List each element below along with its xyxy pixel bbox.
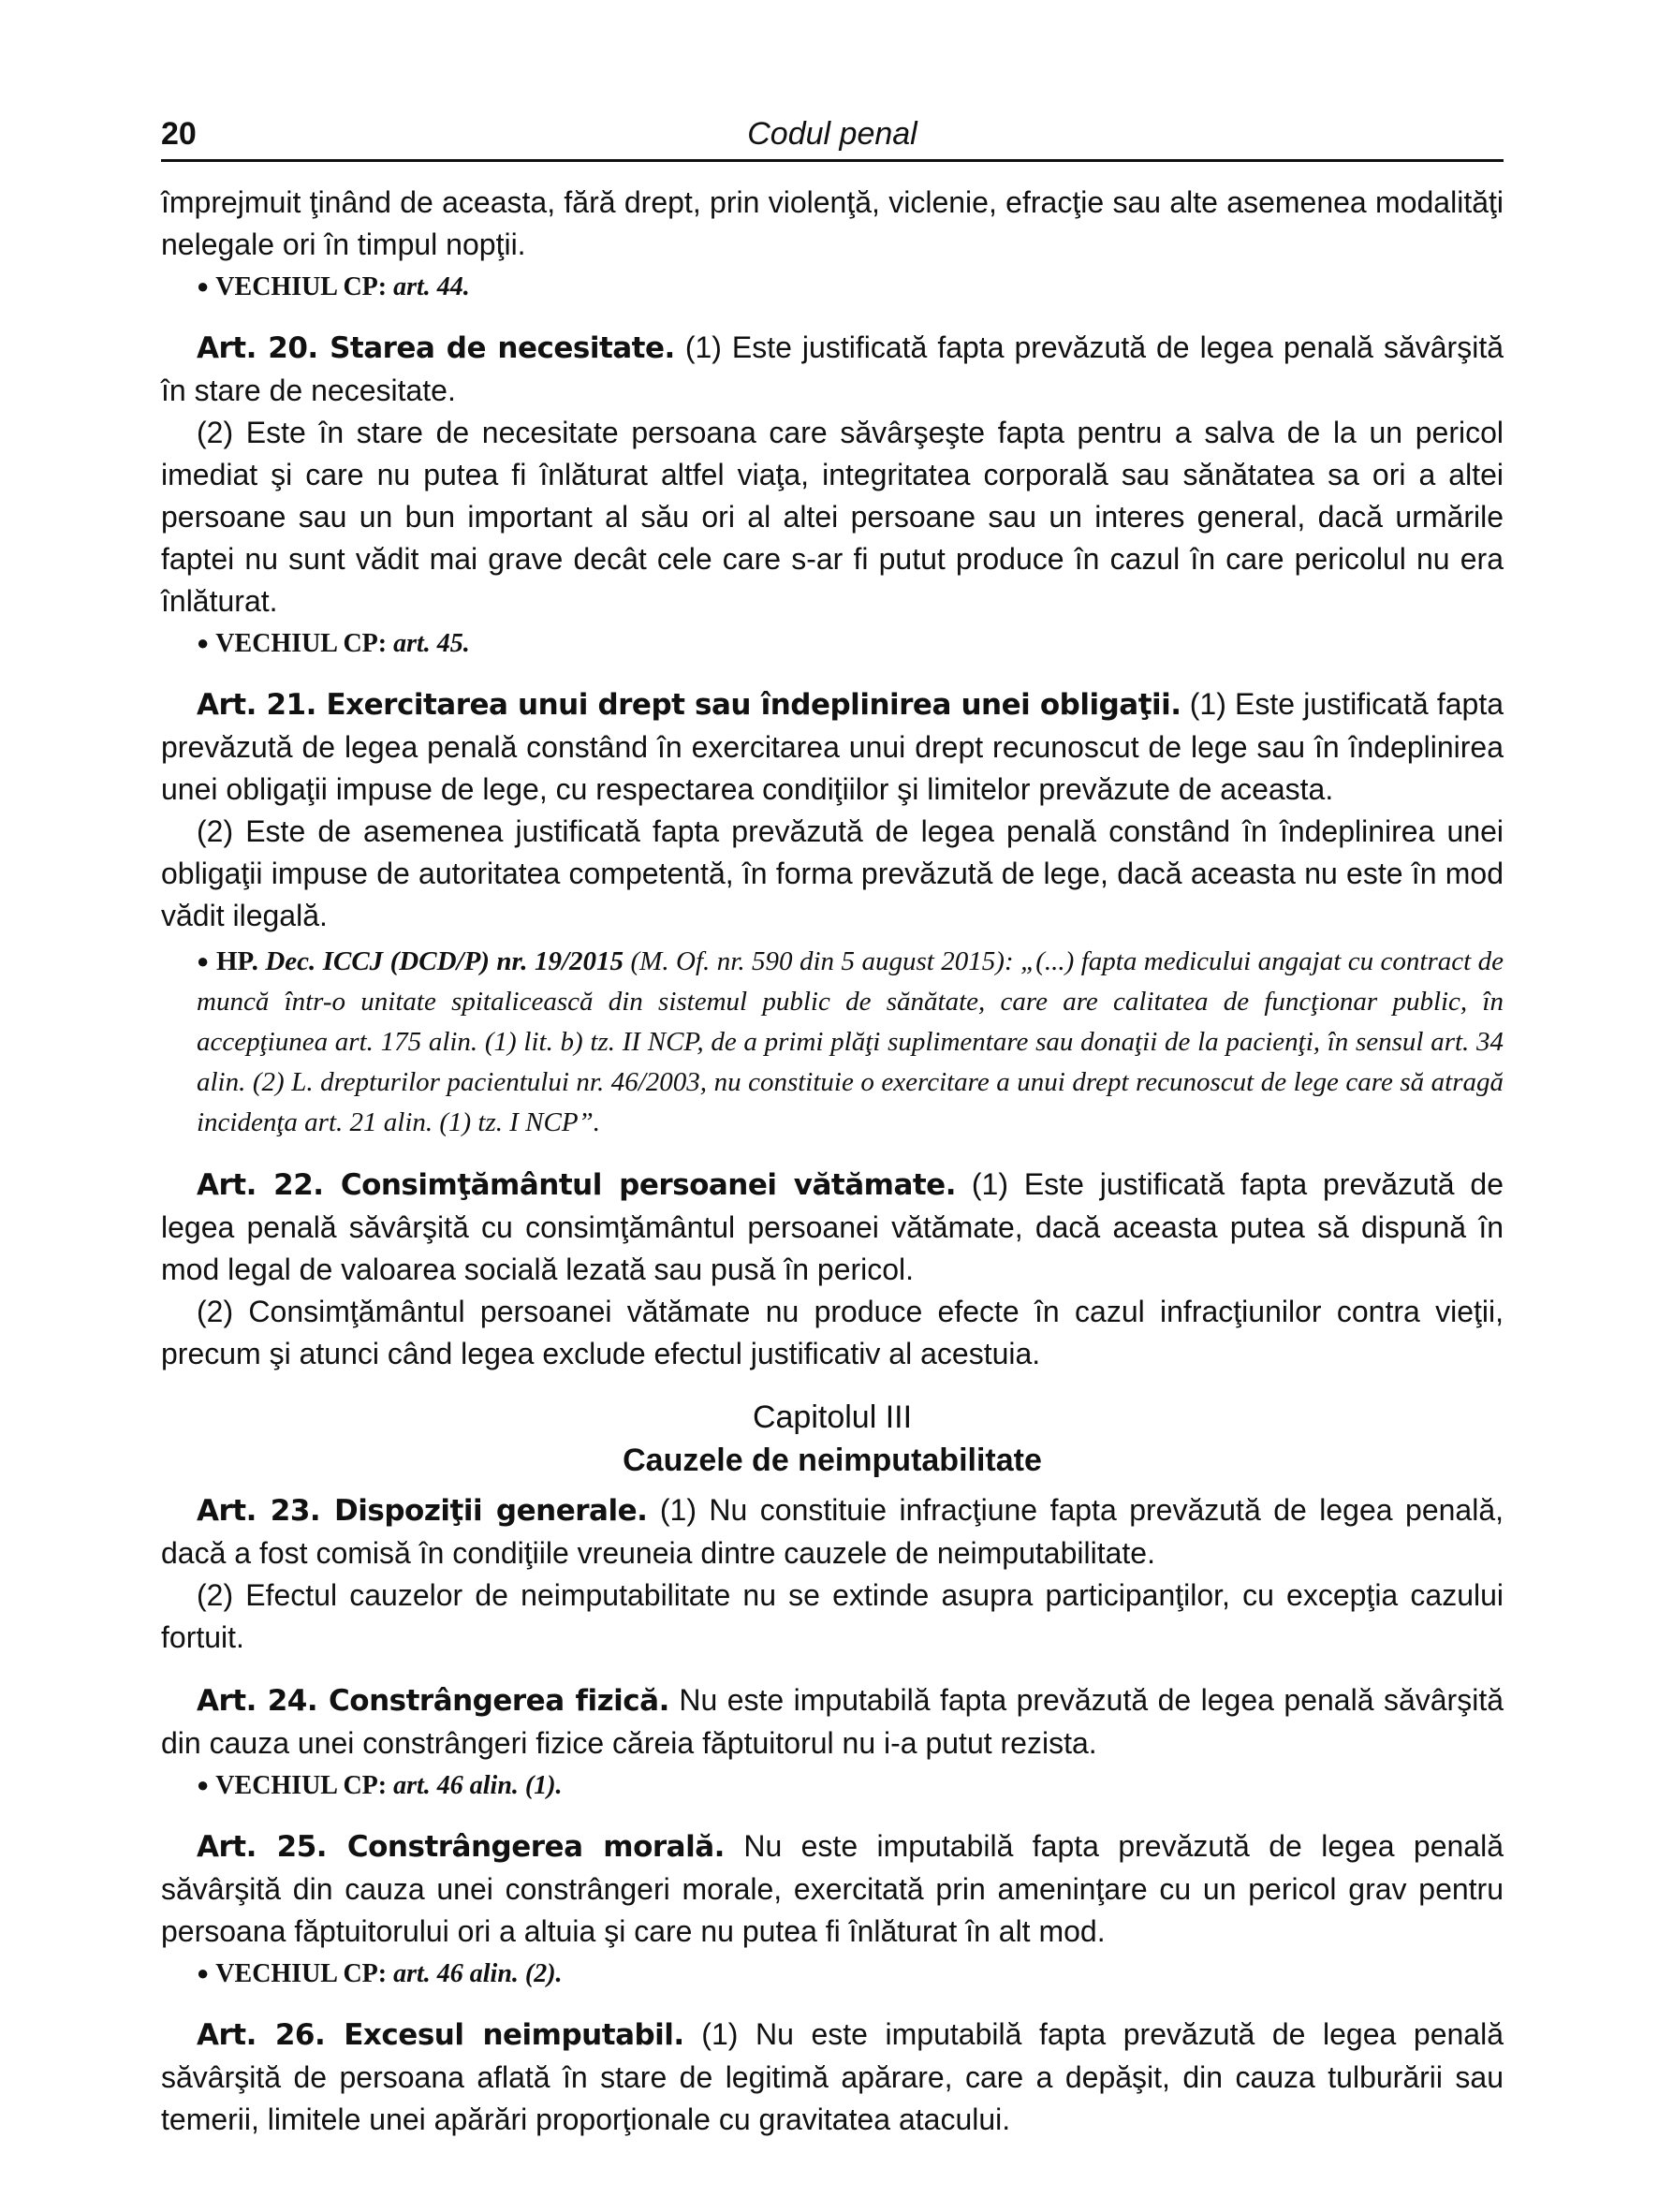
- bullet-icon: ●: [197, 631, 210, 654]
- article-21: [161, 683, 1504, 811]
- article-paragraph-1: Nu este imputabilă fapta prevăzută de legea penală săvârşită din cauza unei constrângeri fizice căreia făptuitorul nu i-a putut rezista.: [161, 1683, 1504, 1760]
- article-title: Art. 22. Consimţământul persoanei vătămate.: [197, 1168, 956, 1202]
- article-paragraph-1: (1) Este justificată fapta prevăzută de legea penală constând în exercitarea unui drept recunoscut de lege sau în îndeplinirea unei obligaţii impuse de lege, cu respectarea condiţiilor şi limitelor prevăzute de aceasta.: [161, 687, 1504, 806]
- case-law-label: HP.: [215, 946, 258, 976]
- reference-label: VECHIUL CP:: [215, 1959, 388, 1988]
- article-21-paragraph-2: (2) Este de asemenea justificată fapta prevăzută de legea penală constând în îndeplinirea unei obligaţii impuse de autoritatea competentă, în forma prevăzută de lege, dacă aceasta nu este în mod vădit ilegală.: [161, 814, 1504, 932]
- article-paragraph-1: (1) Este justificată fapta prevăzută de legea penală săvârşită cu consimţământul persoanei vătămate, dacă aceasta putea să dispună în mod legal de valoarea socială lezată sau pusă în pericol.: [161, 1167, 1504, 1286]
- article-20-paragraph-2: (2) Este în stare de necesitate persoana care săvârşeşte fapta pentru a salva de la un pericol imediat şi care nu putea fi înlăturat altfel viaţa, integritatea corporală sau sănătatea sa ori a altei persoane sau un bun important al său ori al altei persoane sau un interes general, dacă urmările faptei nu sunt vădit mai grave decât cele care s-ar fi putut produce în cazul în care pericolul nu era înlăturat.: [161, 416, 1504, 618]
- bullet-icon: ●: [197, 1961, 210, 1985]
- reference-label: VECHIUL CP:: [215, 272, 388, 301]
- reference-value: art. 44.: [393, 272, 470, 301]
- bullet-icon: ●: [197, 274, 210, 298]
- reference-value: art. 46 alin. (1).: [393, 1771, 563, 1800]
- article-26: [161, 2014, 1504, 2141]
- article-title: Art. 21. Exercitarea unui drept sau îndeplinirea unei obligaţii.: [197, 688, 1181, 722]
- reference-label: VECHIUL CP:: [215, 629, 388, 658]
- page-content: [161, 182, 1504, 2141]
- old-code-reference: [197, 1955, 1504, 1993]
- case-law-note: [161, 941, 1504, 1143]
- article-title: Art. 26. Excesul neimputabil.: [197, 2018, 684, 2052]
- reference-value: art. 45.: [393, 629, 470, 658]
- intro-paragraph: împrejmuit ţinând de aceasta, fără drept, prin violenţă, viclenie, efracţie sau alte asemenea modalităţi nelegale ori în timpul nopţii.: [161, 185, 1504, 261]
- reference-value: art. 46 alin. (2).: [393, 1959, 563, 1988]
- article-20: [161, 327, 1504, 412]
- chapter-title: Cauzele de neimputabilitate: [623, 1443, 1042, 1478]
- reference-label: VECHIUL CP:: [215, 1771, 388, 1800]
- bullet-icon: ●: [197, 1773, 210, 1796]
- article-paragraph-1: Nu este imputabilă fapta prevăzută de legea penală săvârşită din cauza unei constrângeri morale, exercitată prin ameninţare cu un pericol grav pentru persoana făptuitorului ori a altuia şi care nu putea fi înlăturat în alt mod.: [161, 1829, 1504, 1948]
- article-24: [161, 1679, 1504, 1765]
- chapter-label: Capitolul III: [752, 1399, 913, 1435]
- article-paragraph-1: (1) Este justificată fapta prevăzută de legea penală săvârşită în stare de necesitate.: [161, 330, 1504, 407]
- article-paragraph-1: (1) Nu este imputabilă fapta prevăzută de legea penală săvârşită de persoana aflată în stare de legitimă apărare, care a depăşit, din cauza tulburării sau temerii, limitele unei apărări proporţionale cu gravitatea atacului.: [161, 2017, 1504, 2136]
- case-law-text: (M. Of. nr. 590 din 5 august 2015): „(...) fapta medicului angajat cu contract de muncă într-o unitate spitalicească din sistemul public de sănătate, care are calitatea de funcţionar public, în accepţiunea art. 175 alin. (1) lit. b) tz. II NCP, de a primi plăţi suplimentare sau donaţii de la pacienţi, în sensul art. 34 alin. (2) L. drepturilor pacientului nr. 46/2003, nu constituie o exercitare a unui drept recunoscut de lege care să atragă incidenţa art. 21 alin. (1) tz. I NCP”.: [197, 946, 1504, 1137]
- article-22-paragraph-2: (2) Consimţământul persoanei vătămate nu produce efecte în cazul infracţiunilor contra vieţii, precum şi atunci când legea exclude efectul justificativ al acestuia.: [161, 1295, 1504, 1370]
- article-title: Art. 23. Dispoziţii generale.: [197, 1494, 648, 1528]
- old-code-reference: [197, 268, 1504, 306]
- article-23-paragraph-2: (2) Efectul cauzelor de neimputabilitate nu se extinde asupra participanţilor, cu excepţia cazului fortuit.: [161, 1578, 1504, 1654]
- bullet-icon: ●: [197, 949, 210, 973]
- old-code-reference: [197, 1766, 1504, 1805]
- page-header: [161, 110, 1504, 162]
- article-25: [161, 1825, 1504, 1953]
- case-law-decision: Dec. ICCJ (DCD/P) nr. 19/2015: [265, 946, 624, 976]
- page-number: 20: [161, 116, 197, 152]
- article-title: Art. 24. Constrângerea fizică.: [197, 1684, 669, 1718]
- article-title: Art. 20. Starea de necesitate.: [197, 331, 675, 365]
- article-22: [161, 1164, 1504, 1291]
- running-title: Codul penal: [747, 116, 917, 152]
- article-paragraph-1: (1) Nu constituie infracţiune fapta prevăzută de legea penală, dacă a fost comisă în condiţiile vreuneia dintre cauzele de neimputabilitate.: [161, 1493, 1504, 1570]
- article-23: [161, 1489, 1504, 1575]
- old-code-reference: [197, 624, 1504, 663]
- article-title: Art. 25. Constrângerea morală.: [197, 1830, 725, 1864]
